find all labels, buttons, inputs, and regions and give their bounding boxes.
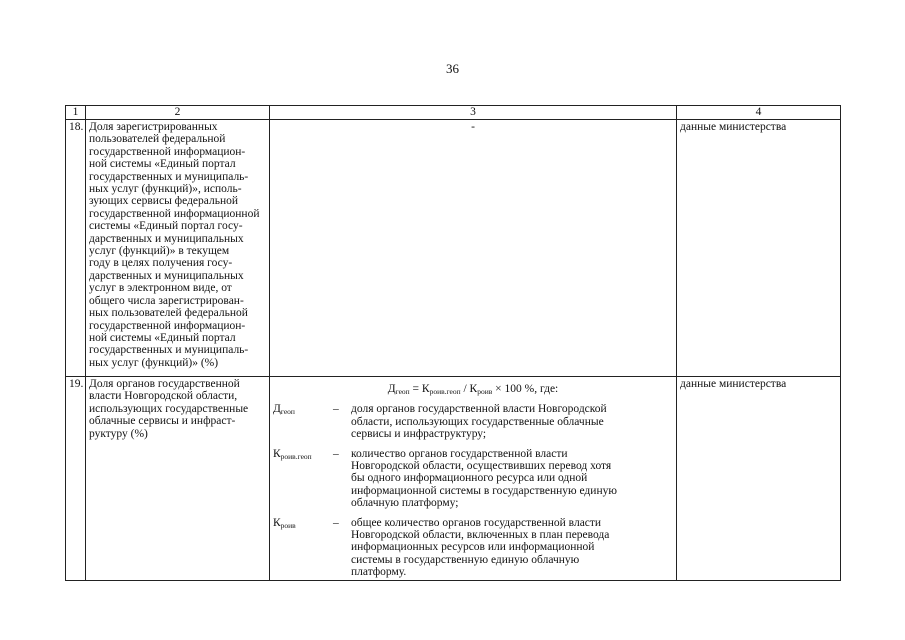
- row-number: 19.: [66, 377, 86, 581]
- formula-definition: [273, 448, 673, 510]
- definition-symbol: $К_{роив}$: [273, 516, 296, 530]
- definition-text: общее количество органов государственной власти Новгородской области, включенных в план перевода информационных ресурсов или информационной системы в государственную единую облачную платформу.: [351, 516, 610, 579]
- page-number: 36: [446, 61, 459, 76]
- header-col-4: 4: [677, 106, 841, 120]
- indicators-table: [65, 105, 841, 581]
- calculation-method: -: [270, 120, 677, 377]
- table-row: [66, 120, 841, 377]
- header-col-1: 1: [66, 106, 86, 120]
- calculation-method: [270, 377, 677, 581]
- header-col-3: 3: [270, 106, 677, 120]
- header-col-2: 2: [86, 106, 270, 120]
- definition-symbol: $К_{роив.геоп}$: [273, 447, 312, 461]
- definition-text: доля органов государственной власти Новгородской области, использующих государственные облачные сервисы и инфраструктуру;: [351, 403, 607, 441]
- formula-definition: [273, 517, 673, 579]
- formula-definition: [273, 403, 673, 440]
- definition-dash: –: [333, 516, 339, 529]
- data-source: данные министерства: [677, 120, 841, 377]
- indicator-name: Доля зарегистрированных пользователей федеральной государственной информацион- ной системы «Единый портал государственных и муниципаль- ных услуг (функций)», исполь- зующих сервисы федеральной государственной информационной системы «Единый портал госу- дарственных и муниципальных услуг (функций)» в текущем году в целях получения госу- дарственных и муниципальных услуг в электронном виде, от общего числа зарегистрирован- ных пользователей федеральной государственной информацион- ной системы «Единый портал государственных и муниципаль- ных услуг (функций)» (%): [86, 120, 270, 377]
- table-row: [66, 377, 841, 581]
- definition-text: количество органов государственной власти Новгородской области, осуществивших перевод хотя бы одного информационного ресурса или одной информационной системы в государственную единую облачную платформу;: [351, 447, 617, 510]
- definition-symbol: $Д_{геоп}$: [273, 403, 295, 417]
- indicator-name: Доля органов государственной власти Новгородской области, использующих государственные облачные сервисы и инфраст- руктуру (%): [86, 377, 270, 581]
- data-source: данные министерства: [677, 377, 841, 581]
- formula: $Д_{геоп} = К_{роив.геоп} / К_{роив} \times 100$ %, где:: [387, 383, 559, 396]
- definition-dash: –: [333, 403, 339, 416]
- definition-dash: –: [333, 447, 339, 460]
- table-header-row: [66, 106, 841, 120]
- row-number: 18.: [66, 120, 86, 377]
